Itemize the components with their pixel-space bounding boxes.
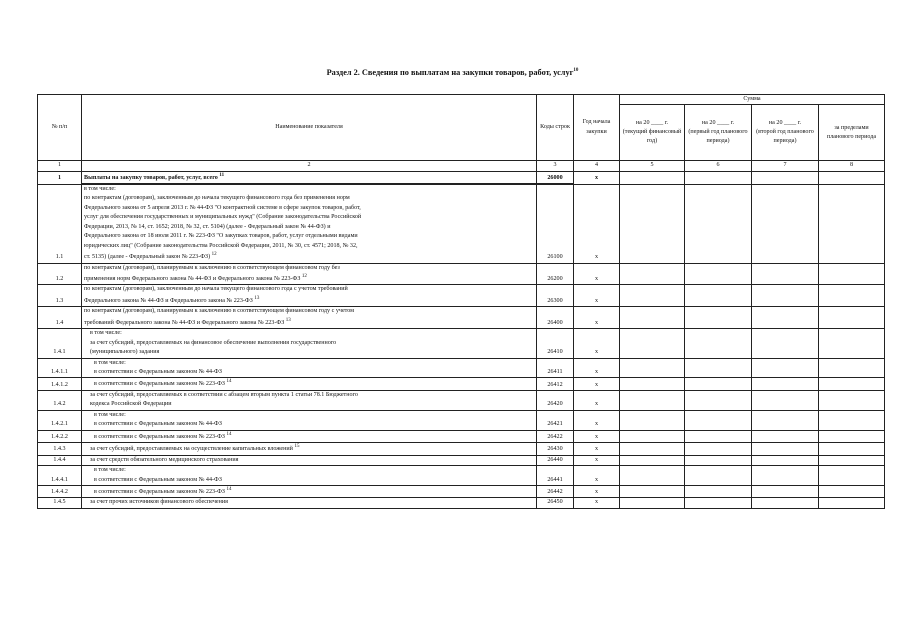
indicator-text-line: Федерального закона № 44-ФЗ и Федерального закона № 223-ФЗ $^{13}$ xyxy=(84,295,260,304)
amount-cell[interactable] xyxy=(752,378,819,390)
row-indicator-name xyxy=(82,430,537,442)
amount-cell[interactable] xyxy=(752,390,819,410)
footnote-ref: 14 xyxy=(226,431,232,437)
row-year-start: x xyxy=(574,184,620,263)
amount-cell[interactable] xyxy=(819,455,885,465)
row-code: 26442 xyxy=(537,485,574,497)
indicator-text-line: в том числе: xyxy=(94,359,126,366)
row-indicator-name xyxy=(82,358,537,378)
table-row xyxy=(38,498,885,508)
header-year: Год начала закупки xyxy=(574,95,620,161)
amount-cell[interactable] xyxy=(685,263,752,285)
amount-cell[interactable] xyxy=(819,466,885,486)
row-code: 26430 xyxy=(537,443,574,455)
row-number: 1.4.2 xyxy=(38,390,82,410)
row-indicator-name xyxy=(82,443,537,455)
amount-cell[interactable] xyxy=(752,443,819,455)
footnote-ref: 11 xyxy=(219,172,225,178)
row-code: 26000 xyxy=(537,171,574,184)
row-number: 1.4.5 xyxy=(38,498,82,508)
table-header xyxy=(38,95,885,172)
amount-cell[interactable] xyxy=(819,358,885,378)
amount-cell[interactable] xyxy=(752,307,819,329)
column-numbers-row xyxy=(38,161,885,171)
amount-cell[interactable] xyxy=(620,329,685,358)
row-indicator-name xyxy=(82,307,537,329)
row-year-start: x xyxy=(574,485,620,497)
amount-cell[interactable] xyxy=(685,358,752,378)
amount-cell[interactable] xyxy=(620,184,685,263)
table-row xyxy=(38,378,885,390)
amount-cell[interactable] xyxy=(819,378,885,390)
row-year-start: x xyxy=(574,263,620,285)
indicator-text-line: за счет прочих источников финансового обеспечения xyxy=(90,499,228,506)
amount-cell[interactable] xyxy=(752,410,819,430)
indicator-text-line: по контрактам (договорам), планируемым к заключению в соответствующем финансовом году без xyxy=(84,264,340,271)
row-number: 1.4.2.2 xyxy=(38,430,82,442)
col-number: 3 xyxy=(537,161,574,171)
col-number: 1 xyxy=(38,161,82,171)
amount-cell[interactable] xyxy=(752,485,819,497)
header-code: Коды строк xyxy=(537,95,574,161)
amount-cell[interactable] xyxy=(685,498,752,508)
col-number: 5 xyxy=(620,161,685,171)
row-number: 1.4.2.1 xyxy=(38,410,82,430)
amount-cell[interactable] xyxy=(620,485,685,497)
amount-cell[interactable] xyxy=(620,430,685,442)
amount-cell[interactable] xyxy=(685,184,752,263)
indicator-text-line: кодекса Российской Федерации xyxy=(90,401,172,408)
row-indicator-name xyxy=(82,329,537,358)
amount-cell[interactable] xyxy=(620,466,685,486)
amount-cell[interactable] xyxy=(752,455,819,465)
row-number: 1.4.4.2 xyxy=(38,485,82,497)
amount-cell[interactable] xyxy=(752,430,819,442)
row-number: 1.4.4.1 xyxy=(38,466,82,486)
indicator-text-line: за счет субсидий, предоставляемых в соответствии с абзацем вторым пункта 1 статьи 78.1 Бюджетного xyxy=(90,391,358,398)
row-code: 26412 xyxy=(537,378,574,390)
section-title: Раздел 2. Сведения по выплатам на закупки товаров, работ, услуг$^{10}$ xyxy=(326,68,579,77)
amount-cell[interactable] xyxy=(620,358,685,378)
amount-cell[interactable] xyxy=(819,329,885,358)
amount-cell[interactable] xyxy=(685,171,752,184)
payments-table xyxy=(37,94,885,509)
table-row xyxy=(38,485,885,497)
amount-cell[interactable] xyxy=(620,171,685,184)
row-code: 26450 xyxy=(537,498,574,508)
indicator-text-line: в том числе: xyxy=(94,411,126,418)
row-number: 1.4.4 xyxy=(38,455,82,465)
row-number: 1.4.3 xyxy=(38,443,82,455)
amount-cell[interactable] xyxy=(620,307,685,329)
row-indicator-name xyxy=(82,410,537,430)
indicator-text-line: услуг для обеспечения государственных и муниципальных нужд" (Собрание законодательства Российской xyxy=(84,214,362,221)
indicator-text-line: за счет субсидий, предоставляемых на осуществление капитальных вложений $^{15}$ xyxy=(90,444,300,453)
amount-cell[interactable] xyxy=(752,285,819,307)
footnote-ref: 13 xyxy=(285,317,291,323)
indicator-text-line: юридических лиц" (Собрание законодательства Российской Федерации, 2011, № 30, ст. 4571; 2018, № 32, xyxy=(84,242,358,249)
row-number: 1.1 xyxy=(38,184,82,263)
amount-cell[interactable] xyxy=(752,329,819,358)
amount-cell[interactable] xyxy=(752,358,819,378)
amount-cell[interactable] xyxy=(685,443,752,455)
indicator-text-line: требований Федерального закона № 44-ФЗ и Федерального закона № 223-ФЗ $^{13}$ xyxy=(84,317,291,326)
row-number: 1 xyxy=(38,171,82,184)
row-indicator-name xyxy=(82,466,537,486)
row-year-start: x xyxy=(574,443,620,455)
amount-cell[interactable] xyxy=(620,390,685,410)
indicator-text-line: в соответствии с Федеральным законом № 44-ФЗ xyxy=(94,421,222,428)
row-code: 26422 xyxy=(537,430,574,442)
row-number: 1.4.1.2 xyxy=(38,378,82,390)
amount-cell[interactable] xyxy=(685,485,752,497)
amount-cell[interactable] xyxy=(752,263,819,285)
row-code: 26200 xyxy=(537,263,574,285)
row-number: 1.4.1.1 xyxy=(38,358,82,378)
row-number: 1.2 xyxy=(38,263,82,285)
amount-cell[interactable] xyxy=(819,485,885,497)
table-row xyxy=(38,430,885,442)
row-indicator-name xyxy=(82,390,537,410)
amount-cell[interactable] xyxy=(752,184,819,263)
row-year-start: x xyxy=(574,466,620,486)
row-number: 1.4 xyxy=(38,307,82,329)
indicator-text-line: по контрактам (договорам), заключенным до начала текущего финансового года без применения норм xyxy=(84,195,350,202)
row-indicator-name xyxy=(82,485,537,497)
row-indicator-name xyxy=(82,184,537,263)
row-code: 26440 xyxy=(537,455,574,465)
amount-cell[interactable] xyxy=(819,498,885,508)
amount-cell[interactable] xyxy=(620,410,685,430)
header-sum: Сумма xyxy=(620,95,885,105)
col-number: 6 xyxy=(685,161,752,171)
amount-cell[interactable] xyxy=(819,285,885,307)
indicator-text-line: за счет средств обязательного медицинского страхования xyxy=(90,456,239,463)
header-col-beyond: за пределами планового периода xyxy=(819,105,885,161)
indicator-text-line: в том числе: xyxy=(94,467,126,474)
table-row xyxy=(38,263,885,285)
amount-cell[interactable] xyxy=(752,498,819,508)
amount-cell[interactable] xyxy=(685,430,752,442)
amount-cell[interactable] xyxy=(620,443,685,455)
row-year-start: x xyxy=(574,285,620,307)
amount-cell[interactable] xyxy=(620,263,685,285)
table-row xyxy=(38,443,885,455)
amount-cell[interactable] xyxy=(819,263,885,285)
col-number: 4 xyxy=(574,161,620,171)
row-code: 26421 xyxy=(537,410,574,430)
indicator-text-line: Федерального закона от 18 июля 2011 г. № 223-ФЗ "О закупках товаров, работ, услуг отдельными видами xyxy=(84,233,358,240)
row-code: 26100 xyxy=(537,184,574,263)
row-year-start: x xyxy=(574,498,620,508)
footnote-ref: 12 xyxy=(211,252,217,258)
footnote-ref: 14 xyxy=(226,379,232,385)
table-row xyxy=(38,358,885,378)
indicator-text-line: Федерации, 2013, № 14, ст. 1652; 2018, № 32, ст. 5104) (далее - Федеральный закон № 44-ФЗ) и xyxy=(84,223,331,230)
table-row xyxy=(38,455,885,465)
amount-cell[interactable] xyxy=(620,285,685,307)
indicator-text-line: по контрактам (договорам), планируемым к заключению в соответствующем финансовом году с учетом xyxy=(84,308,355,315)
table-row xyxy=(38,285,885,307)
indicator-text-line: в соответствии с Федеральным законом № 44-ФЗ xyxy=(94,476,222,483)
amount-cell[interactable] xyxy=(819,307,885,329)
footnote-ref: 15 xyxy=(294,444,300,450)
header-name: Наименование показателя xyxy=(82,95,537,161)
indicator-text-line: в том числе: xyxy=(90,330,122,337)
row-code: 26400 xyxy=(537,307,574,329)
header-col-plan-year-1: на 20 ____ г. (первый год планового периода) xyxy=(685,105,752,161)
amount-cell[interactable] xyxy=(620,498,685,508)
footnote-ref: 12 xyxy=(301,274,307,280)
row-indicator-name xyxy=(82,378,537,390)
amount-cell[interactable] xyxy=(819,390,885,410)
col-number: 8 xyxy=(819,161,885,171)
col-number: 2 xyxy=(82,161,537,171)
amount-cell[interactable] xyxy=(685,378,752,390)
indicator-text-line: (муниципального) задания xyxy=(90,349,160,356)
row-indicator-name xyxy=(82,285,537,307)
row-indicator-name xyxy=(82,498,537,508)
row-year-start: x xyxy=(574,390,620,410)
table-row xyxy=(38,466,885,486)
amount-cell[interactable] xyxy=(685,307,752,329)
footnote-ref: 14 xyxy=(226,486,232,492)
indicator-text-line: по контрактам (договорам), заключенным до начала текущего финансового года с учетом требований xyxy=(84,286,348,293)
row-code: 26411 xyxy=(537,358,574,378)
amount-cell[interactable] xyxy=(685,329,752,358)
row-year-start: x xyxy=(574,378,620,390)
indicator-text-line: в соответствии с Федеральным законом № 223-ФЗ $^{14}$ xyxy=(94,431,232,440)
row-year-start: x xyxy=(574,410,620,430)
row-number: 1.3 xyxy=(38,285,82,307)
row-year-start: x xyxy=(574,329,620,358)
amount-cell[interactable] xyxy=(685,285,752,307)
row-indicator-name xyxy=(82,171,537,184)
amount-cell[interactable] xyxy=(685,390,752,410)
indicator-text-line: в соответствии с Федеральным законом № 44-ФЗ xyxy=(94,369,222,376)
amount-cell[interactable] xyxy=(752,466,819,486)
indicator-text-line: применения норм Федерального закона № 44-ФЗ и Федерального закона № 223-ФЗ $^{12}$ xyxy=(84,274,307,283)
indicator-text-line: в соответствии с Федеральным законом № 223-ФЗ $^{14}$ xyxy=(94,379,232,388)
table-row xyxy=(38,410,885,430)
amount-cell[interactable] xyxy=(819,171,885,184)
amount-cell[interactable] xyxy=(819,443,885,455)
amount-cell[interactable] xyxy=(685,466,752,486)
table-row xyxy=(38,171,885,184)
amount-cell[interactable] xyxy=(620,455,685,465)
amount-cell[interactable] xyxy=(685,410,752,430)
title-footnote: 10 xyxy=(573,68,579,74)
table-row xyxy=(38,307,885,329)
amount-cell[interactable] xyxy=(685,455,752,465)
row-year-start: x xyxy=(574,430,620,442)
row-year-start: x xyxy=(574,455,620,465)
amount-cell[interactable] xyxy=(819,184,885,263)
amount-cell[interactable] xyxy=(752,171,819,184)
header-col-current-year: на 20 ____ г. (текущий финансовый год) xyxy=(620,105,685,161)
table-body xyxy=(38,171,885,508)
indicator-text-line: Выплаты на закупку товаров, работ, услуг, всего xyxy=(84,174,218,181)
indicator-text-line: в соответствии с Федеральным законом № 223-ФЗ $^{14}$ xyxy=(94,486,232,495)
row-indicator-name xyxy=(82,455,537,465)
indicator-text-line: Федерального закона от 5 апреля 2013 г. № 44-ФЗ "О контрактной системе в сфере закупок товаров, работ, xyxy=(84,204,361,211)
row-year-start: x xyxy=(574,171,620,184)
table-row xyxy=(38,329,885,358)
header-col-plan-year-2: на 20 ____ г. (второй год планового периода) xyxy=(752,105,819,161)
header-num: № п/п xyxy=(38,95,82,161)
row-code: 26410 xyxy=(537,329,574,358)
amount-cell[interactable] xyxy=(819,410,885,430)
amount-cell[interactable] xyxy=(819,430,885,442)
row-year-start: x xyxy=(574,358,620,378)
row-indicator-name xyxy=(82,263,537,285)
indicator-text-line: за счет субсидий, предоставляемых на финансовое обеспечение выполнения государственного xyxy=(90,339,337,346)
col-number: 7 xyxy=(752,161,819,171)
indicator-text-line: в том числе: xyxy=(84,186,116,193)
footnote-ref: 13 xyxy=(254,295,260,301)
row-code: 26441 xyxy=(537,466,574,486)
row-year-start: x xyxy=(574,307,620,329)
table-row xyxy=(38,390,885,410)
table-row xyxy=(38,184,885,263)
amount-cell[interactable] xyxy=(620,378,685,390)
row-code: 26300 xyxy=(537,285,574,307)
indicator-text-line: ст. 5135) (далее - Федеральный закон № 223-ФЗ) $^{12}$ xyxy=(84,252,217,261)
row-code: 26420 xyxy=(537,390,574,410)
row-number: 1.4.1 xyxy=(38,329,82,358)
